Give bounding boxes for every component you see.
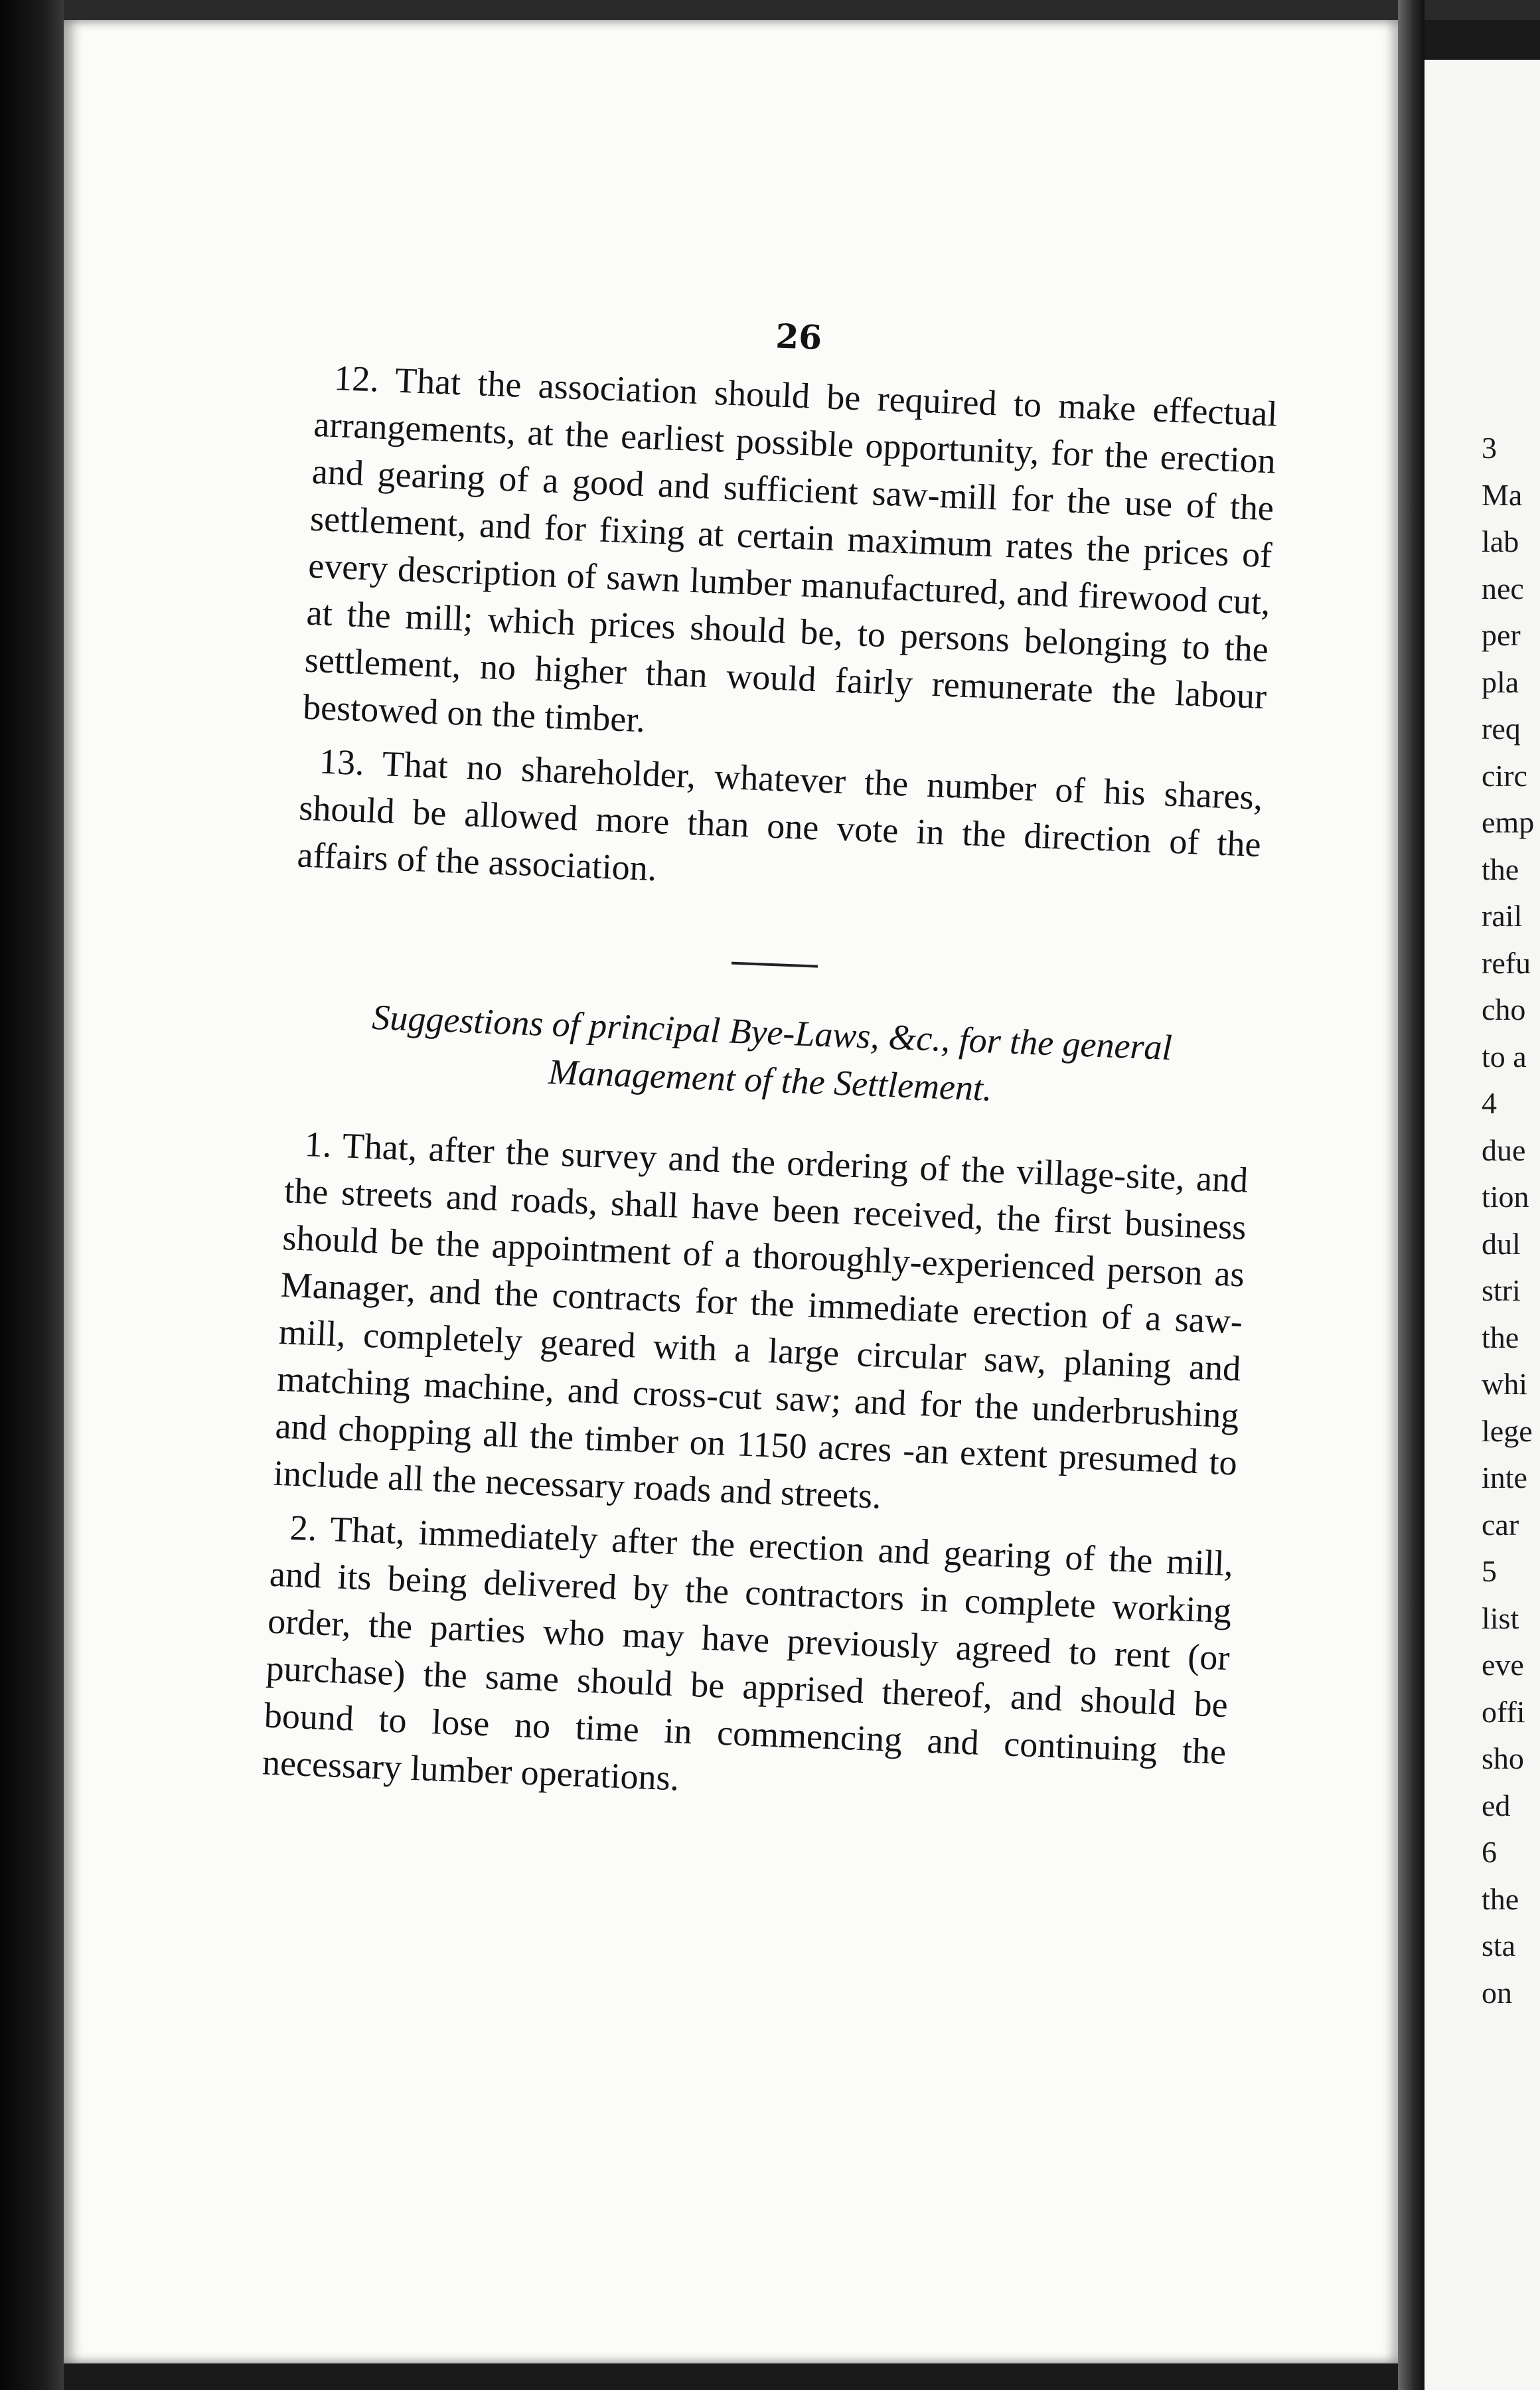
bylaw-paragraph-2: 2. That, immediately after the erection and gearing of the mill, and its being delivered by the contractors in complete working order, the parties who may have previously agreed to rent (or purchase) the same should be apprised thereof, and should be bound to lose no time in commencing and continuing the necessary lumber operations. [262, 1507, 1235, 1798]
page-content [262, 299, 1280, 1830]
scan-left-border [0, 0, 64, 2390]
fragment-line: car [1482, 1507, 1519, 1542]
fragment-line: nec [1482, 571, 1524, 605]
fragment-line: pla [1482, 665, 1519, 699]
scan-top-border [0, 0, 1540, 20]
section-divider [732, 962, 818, 968]
fragment-line: eve [1482, 1648, 1524, 1682]
bylaw-paragraph-1: 1. That, after the survey and the ordering of the village-site, and the streets and roads, shall have been received, the first business should be the appointment of a thoroughly-experienced person as Manager, and the contracts for the immediate erection of a saw-mill, completely geared with a large circular saw, planing and matching machine, and cross-cut saw; and for the underbrushing and chopping all the timber on 1150 acres -an extent presumed to include all the necessary roads and streets. [272, 1124, 1249, 1516]
fragment-line: to a [1482, 1039, 1527, 1074]
fragment-line: 3 [1482, 431, 1497, 465]
fragment-line: refu [1482, 945, 1531, 980]
fragment-line: on [1482, 1975, 1512, 2010]
fragment-line: 5 [1482, 1554, 1497, 1588]
fragment-line: 4 [1482, 1086, 1497, 1120]
fragment-line: offi [1482, 1694, 1525, 1729]
fragment-line: sho [1482, 1741, 1524, 1775]
fragment-line: lab [1482, 524, 1519, 558]
fragment-line: Ma [1482, 477, 1523, 512]
fragment-line: list [1482, 1601, 1519, 1635]
fragment-line: rail [1482, 899, 1523, 933]
fragment-line: per [1482, 618, 1521, 652]
fragment-line: the [1482, 1320, 1519, 1354]
fragment-line: due [1482, 1133, 1526, 1167]
section-heading [288, 990, 1253, 1123]
fragment-line: tion [1482, 1180, 1529, 1214]
fragment-line: ed [1482, 1788, 1511, 1822]
fragment-line: emp [1482, 805, 1535, 839]
section-heading-line-1: Suggestions of principal Bye-Laws, &c., for the general [371, 996, 1173, 1068]
fragment-line: lege [1482, 1413, 1533, 1448]
fragment-line: 6 [1482, 1835, 1497, 1869]
fragment-line: the [1482, 852, 1519, 886]
section-heading-line-2: Management of the Settlement. [548, 1052, 993, 1109]
page-number: 26 [775, 316, 823, 358]
fragment-line: whi [1482, 1367, 1527, 1401]
paragraph-13: 13. That no shareholder, whatever the number of his shares, should be allowed more than one vote in the direction of the affairs of the association. [296, 741, 1264, 889]
fragment-line: circ [1482, 758, 1527, 793]
fragment-line: dul [1482, 1226, 1521, 1261]
fragment-line: req [1482, 712, 1521, 746]
fragment-line: inte [1482, 1461, 1527, 1494]
paragraph-12: 12. That the association should be required to make effectual arrangements, at the earliest possible opportunity, for the erection and gearing of a good and sufficient saw-mill for the use of the settlement, and for fixing at certain maximum rates the prices of every description of sawn lumber manufactured, and firewood cut, at the mill; which prices should be, to persons belonging to the settlement, no higher than would fairly remunerate the labour bestowed on the timber. [302, 358, 1278, 740]
fragment-line: sta [1482, 1929, 1516, 1962]
facing-page-text-fragments [1482, 425, 1540, 2016]
fragment-line: the [1482, 1881, 1519, 1916]
fragment-line: stri [1482, 1273, 1521, 1307]
book-gutter [1398, 0, 1424, 2390]
fragment-line: cho [1482, 993, 1526, 1026]
